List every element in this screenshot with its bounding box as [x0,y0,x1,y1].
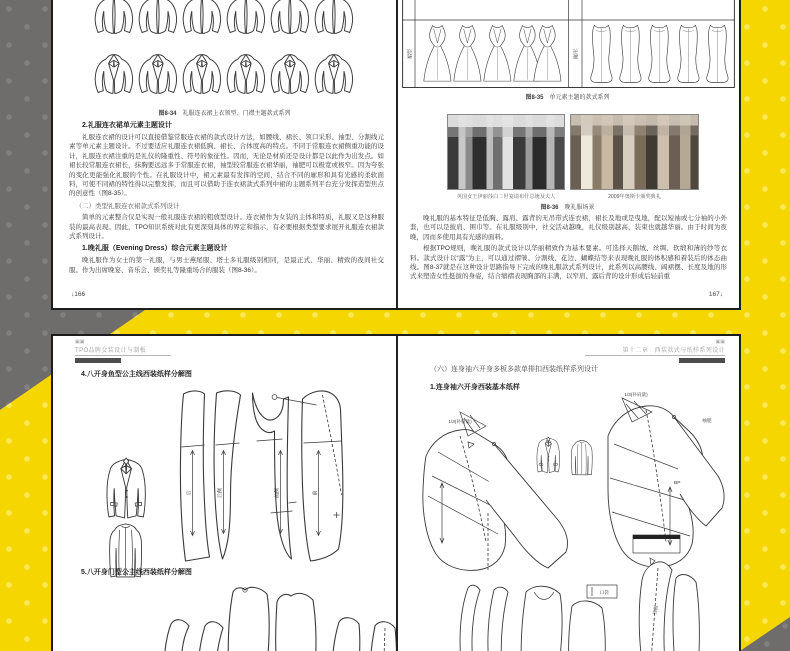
paragraph-2: 简单的元素整合仅是实现一般礼服连衣裙的粗放型设计。连衣裙作为女装的主体和特质，礼服又是这种服装的最高表现。因此，TPO知识系统对此有更深刻具体的界定和指示，有必要根据类型要求展开礼服连衣裙款式系列设计。 [69,214,384,241]
heading-6-series: （六）连身袖六开身多板多款单排扣西装纸样系列设计 [430,366,598,373]
figure-8-35-gown-grid [402,0,735,88]
sub-heading-type-series: （二）类型礼服连衣裙款式系列设计 [75,202,180,210]
figure-8-35-caption [416,92,719,101]
grid-row-label-right: 廓形 [573,48,580,60]
header-bar-right [679,358,725,363]
header-icon: ▣▣ [75,339,85,345]
page-number-166: ↓166 [71,291,86,298]
evening-dress-heading: 1.晚礼服（Evening Dress）综合元素主题设计 [82,245,228,253]
photo-left-caption: 英国女王伊丽莎白二世宴请布什总统及夫人 [456,194,556,200]
figure-8-36-caption [416,202,719,211]
page-pattern-left [53,336,396,651]
page-pattern-right [396,336,739,651]
figure-8-35-caption-text: 单元素主题的款式系列 [549,95,610,101]
grid-row-label-left: 裙型 [407,48,414,60]
page-167 [396,0,739,308]
grain-label-back: 后 [186,490,193,496]
paragraph-3: 晚礼服作为女士的第一礼服，与男士燕尾服、塔士多礼服级别相同，是最正式、华丽、精致的夜间社交服。作为出席晚宴、音乐会、颁奖礼等隆重场合的服装（图8-36）。 [69,257,384,274]
label-sleeve-width: 袖肥 [702,419,712,424]
figure-8-36-caption-text: 晚礼服场景 [564,205,595,211]
page-166 [53,0,396,308]
pattern-decomposition-diagram-5-partial [153,582,396,651]
figure-8-34-caption [73,108,376,117]
label-shoulder-right: 1/3(补肩量) [624,392,648,397]
pattern-decomposition-diagram-4 [163,385,363,563]
running-header-left [75,340,171,363]
grain-label-front: 前 [312,490,319,496]
figure-8-34-caption-id: 图8-34 [158,111,177,117]
section-heading-2: 2.礼服连衣裙单元素主题设计 [82,122,172,129]
header-rule [75,355,171,356]
figure-8-36-caption-id: 图8-36 [540,205,559,211]
book-spread-bottom [51,334,741,651]
header-icon-right: ▣▣ [715,339,725,345]
figure-8-35-caption-id: 图8-35 [525,95,544,101]
jacket-views-sketch [97,456,157,584]
photo-right-caption: 2009年奥斯卡颁奖典礼 [607,194,662,200]
grain-label-front-side: 前侧 [274,487,281,499]
label-bp: BP [674,481,681,486]
heading-4-fish-princess: 4.八开身鱼型公主线西装纸样分解图 [81,371,192,378]
figure-8-34-bolero-sketches [89,0,357,100]
label-facing: 挂面 [652,605,659,616]
label-pocket: 口袋 [599,591,609,596]
book-title: TPO品牌女装设计与制板 [75,348,147,354]
page-166-text-block [69,121,384,275]
heading-1-basic-pattern: 1.连身袖六开身西装基本纸样 [430,384,520,391]
photo-royal-banquet [447,114,565,190]
paragraph-evening-basics: 晚礼服的基本特征是低胸、露肩、露背的无吊带式连衣裙，裙长及地或是曳地，配以短袖或七分袖的小外套，也可以是披肩、围巾等。在礼服级别中，社交活动越晚，礼仪级别越高，装束也就越华丽。由于时间为夜晚，因而多使用具有光感的面料。 [410,215,727,241]
paragraph-tpo-rules: 根据TPO规则，晚礼服的款式设计以华丽精致作为基本要素。可选择天鹅绒、丝绸、软缎和薄的纱等衣料。款式设计以“露”为主，可以通过褶皱、分割线、花边、蝴蝶结等来表现晚礼服的体积感和着装后的体态曲线。图8-37就是在这种设计思路指导下完成的晚礼服款式系列设计，此系列以高腰线、阔裙摆、长度及地的形式来塑造女性挺拔的身姿，结合缩褶表现胸部的丰满，以窄肩、露后背的设计形成后轻前重 [410,245,727,281]
page-number-167: 167↓ [708,291,723,298]
corner-decoration-bottom-right [740,617,790,651]
photo-oscars-red-carpet [570,114,699,190]
grain-label-back-side: 后侧 [217,487,224,499]
chapter-title: 第十二章 西装款式与纸样系列设计 [622,348,725,354]
header-rule-right [585,355,725,356]
paragraph-1: 礼服连衣裙的设计可以直接借鉴常服连衣裙的款式设计方法，如腰线、裙长、领口采形、袖型、分割线元素等单元素主题设计。不过要适应礼服连衣裙低胸、裙长、合体度高的特点。不同于常服连衣裙侧重功能的设计，礼服连衣裙注重的是礼仪的隆重性、符号的象征性。因而，无论是材质还是设计都是以此作为出发点。如裙长较常服连衣裙长，抹胸要远远多于常服连衣裙，袖型较常服连衣裙华丽，袖肥可以极宽或极窄。因为夸张的变化更能强化礼服的个性。在礼服设计中，裙元素最有发挥的空间，结合不同的廓形和具有光感的柔软面料，可使不同裙的特性得以完整发挥，而且可以借助于连衣裙款式系列中裙的主题系列平台充分发挥造型焦点的创意性（图8-35）。 [69,134,384,198]
page-167-text-block [410,214,727,282]
book-spread-top [51,0,741,310]
figure-8-34-caption-text: 礼服连衣裙上衣领型、门襟主题款式系列 [182,111,291,117]
raglan-jacket-draft-diagram [408,392,738,651]
heading-5-door-princess: 5.八开身门型公主线西装纸样分解图 [81,569,192,576]
label-shoulder-left: 1/3(补肩量) [448,419,472,424]
header-bar [75,358,121,363]
running-header-right [585,340,725,363]
